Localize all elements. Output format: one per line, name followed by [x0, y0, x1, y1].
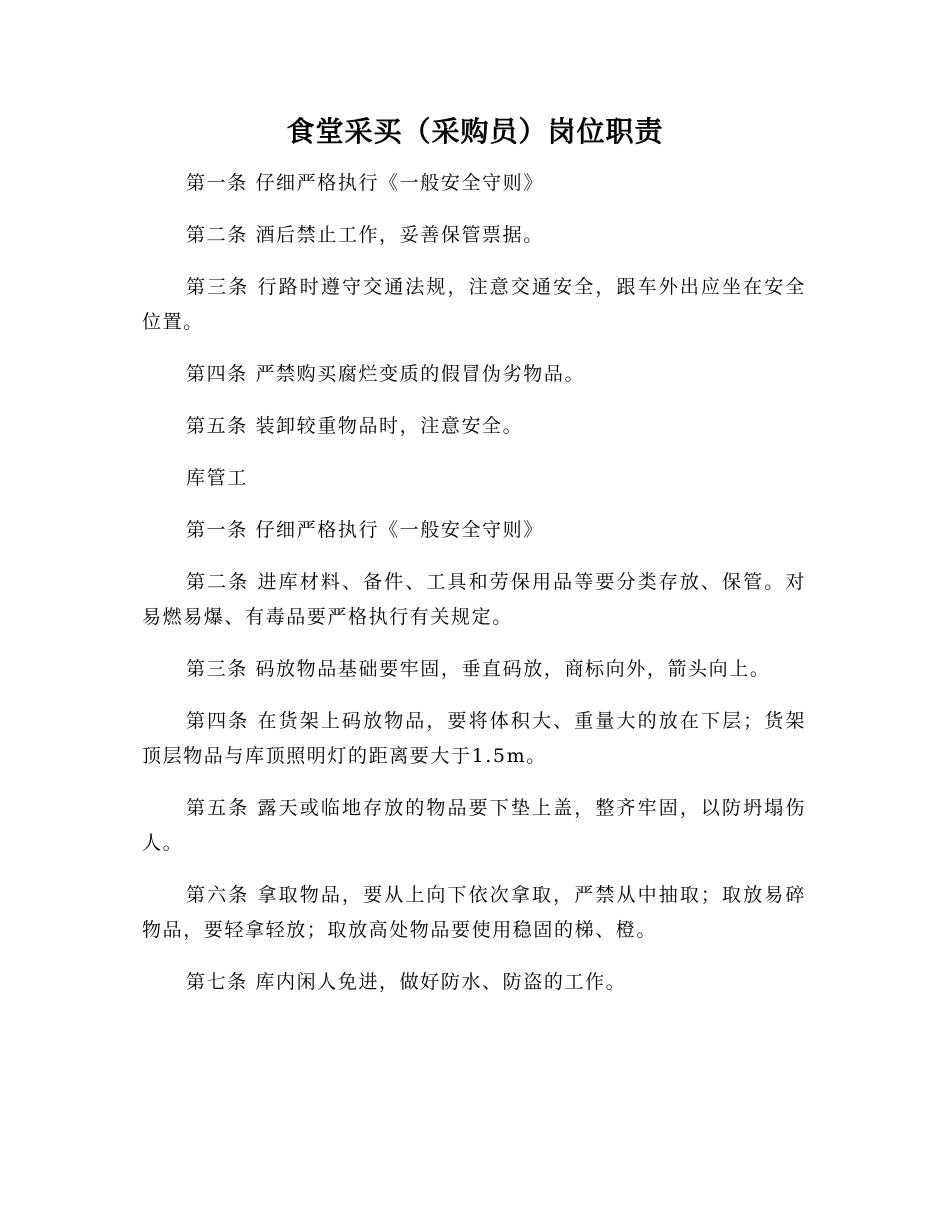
paragraph-13: 第七条 库内闲人免进，做好防水、防盗的工作。: [186, 971, 627, 993]
paragraph-3: 第三条 行路时遵守交通法规，注意交通安全，跟车外出应坐在安全位置。: [142, 276, 806, 333]
document-body: [142, 166, 806, 1017]
paragraph-12: 第六条 拿取物品，要从上向下依次拿取，严禁从中抽取；取放易碎物品，要轻拿轻放；取放高处物品要使用稳固的梯、橙。: [142, 884, 806, 941]
paragraph-7: 第一条 仔细严格执行《一般安全守则》: [186, 519, 544, 541]
paragraph-2: 第二条 酒后禁止工作，妥善保管票据。: [186, 224, 544, 246]
paragraph-8: 第二条 进库材料、备件、工具和劳保用品等要分类存放、保管。对易燃易爆、有毒品要严格执行有关规定。: [142, 571, 806, 628]
paragraph-9: 第三条 码放物品基础要牢固，垂直码放，商标向外，箭头向上。: [186, 658, 771, 680]
paragraph-1: 第一条 仔细严格执行《一般安全守则》: [186, 172, 544, 194]
paragraph-10: 第四条 在货架上码放物品，要将体积大、重量大的放在下层；货架顶层物品与库顶照明灯的距离要大于1.5m。: [142, 710, 806, 767]
paragraph-4: 第四条 严禁购买腐烂变质的假冒伪劣物品。: [186, 363, 586, 385]
section-heading-storekeeper: 库管工: [186, 467, 248, 489]
paragraph-5: 第五条 装卸较重物品时，注意安全。: [186, 415, 524, 437]
document-title: 食堂采买（采购员）岗位职责: [286, 115, 664, 148]
paragraph-11: 第五条 露天或临地存放的物品要下垫上盖，整齐牢固，以防坍塌伤人。: [142, 797, 806, 854]
